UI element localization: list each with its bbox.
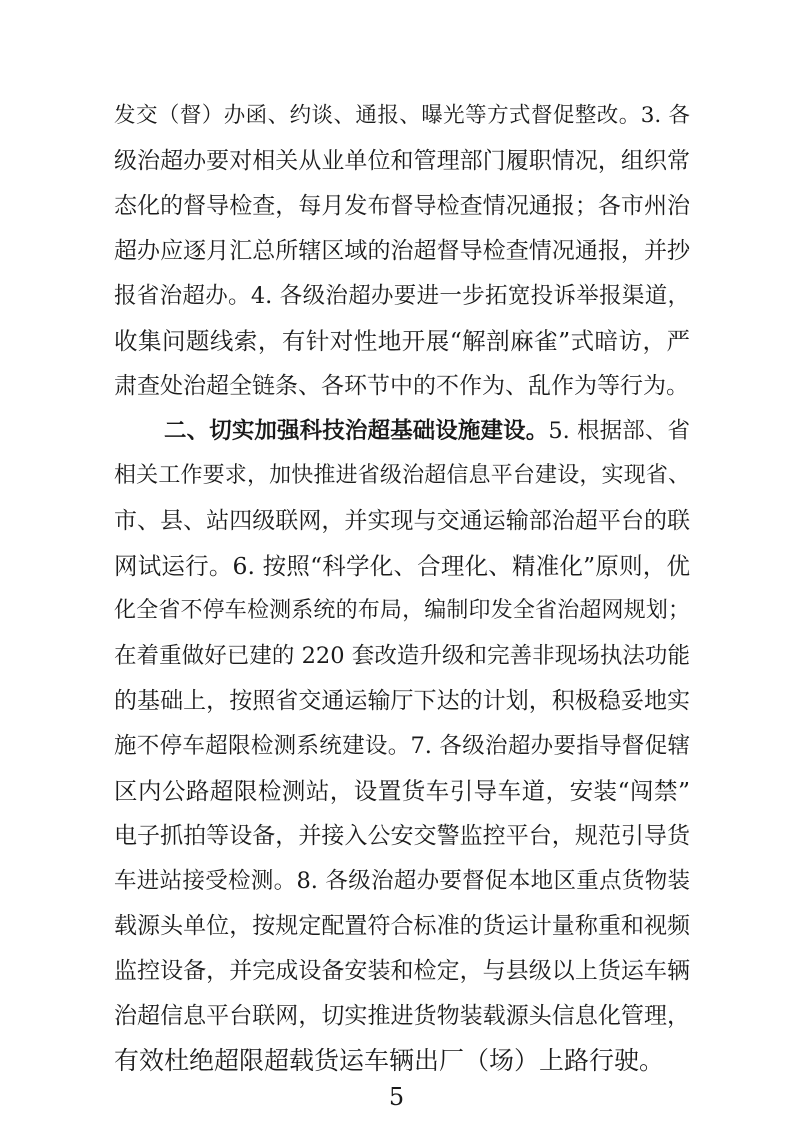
- paragraph-line: 车进站接受检测。8. 各级治超办要督促本地区重点货物装: [114, 868, 690, 894]
- section-heading: 二、切实加强科技治超基础设施建设。: [164, 418, 549, 444]
- paragraph-line: 收集问题线索，有针对性地开展“解剖麻雀”式暗访，严: [114, 327, 690, 355]
- paragraph-line: 市、县、站四级联网，并实现与交通运输部治超平台的联: [114, 508, 690, 534]
- paragraph-line: 治超信息平台联网，切实推进货物装载源头信息化管理，: [114, 1003, 690, 1029]
- paragraph-line: 超办应逐月汇总所辖区域的治超督导检查情况通报，并抄: [114, 238, 690, 264]
- paragraph-line: 级治超办要对相关从业单位和管理部门履职情况，组织常: [114, 148, 690, 174]
- paragraph-line: 态化的督导检查，每月发布督导检查情况通报；各市州治: [114, 193, 690, 219]
- paragraph-line: 相关工作要求，加快推进省级治超信息平台建设，实现省、: [114, 463, 690, 488]
- paragraph-line: 肃查处治超全链条、各环节中的不作为、乱作为等行为。: [114, 373, 689, 399]
- paragraph-line: 网试运行。6. 按照“科学化、合理化、精准化”原则，优: [114, 552, 690, 580]
- section-heading-line: [164, 411, 690, 451]
- paragraph-line: 发交（督）办函、约谈、通报、曝光等方式督促整改。3. 各: [114, 103, 690, 128]
- paragraph-line: 有效杜绝超限超载货运车辆出厂（场）上路行驶。: [114, 1046, 665, 1075]
- paragraph-line: 电子抓拍等设备，并接入公安交警监控平台，规范引导货: [114, 823, 690, 849]
- paragraph-line: 在着重做好已建的 220 套改造升级和完善非现场执法功能: [114, 643, 690, 669]
- paragraph-line: 载源头单位，按规定配置符合标准的货运计量称重和视频: [114, 913, 690, 939]
- page-number: 5: [388, 1083, 405, 1111]
- paragraph-line: 的基础上，按照省交通运输厅下达的计划，积极稳妥地实: [114, 688, 690, 714]
- paragraph-line: 区内公路超限检测站，设置货车引导车道，安装“闯禁”: [114, 777, 690, 805]
- section-heading-rest: 5. 根据部、省: [548, 418, 690, 444]
- paragraph-line: 施不停车超限检测系统建设。7. 各级治超办要指导督促辖: [114, 733, 690, 759]
- paragraph-line: 报省治超办。4. 各级治超办要进一步拓宽投诉举报渠道，: [114, 283, 690, 309]
- paragraph-line: 化全省不停车检测系统的布局，编制印发全省治超网规划；: [114, 598, 690, 623]
- paragraph-line: 监控设备，并完成设备安装和检定，与县级以上货运车辆: [114, 958, 690, 984]
